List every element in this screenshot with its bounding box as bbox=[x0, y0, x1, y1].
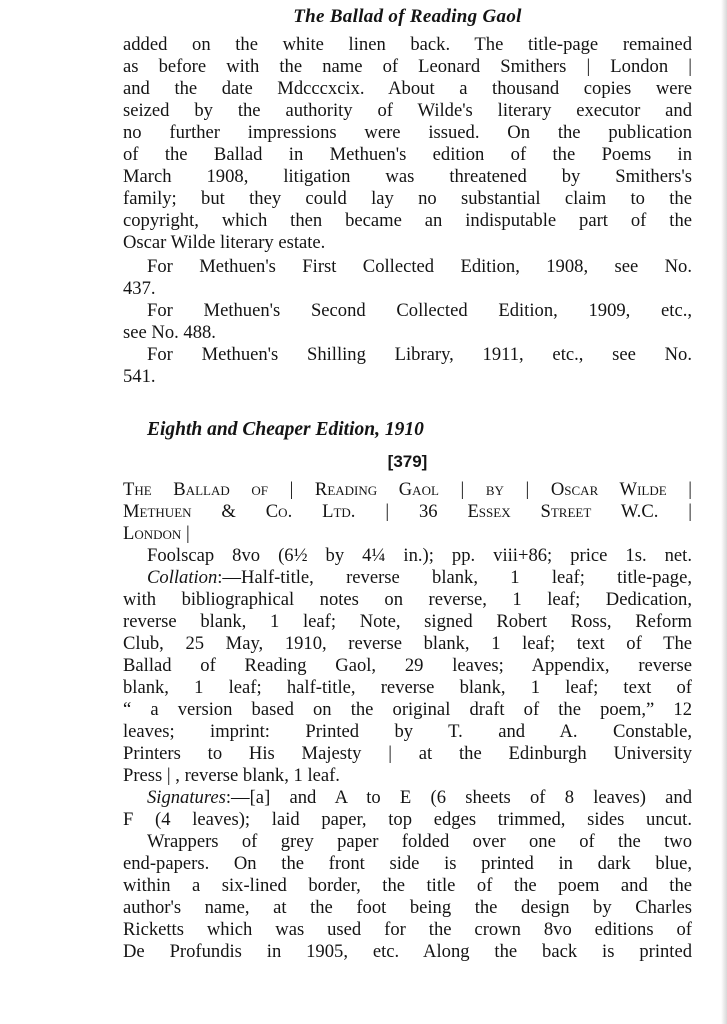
title-transcription-line: Methuen & Co. Ltd. | 36 Essex Street W.C. | bbox=[123, 501, 692, 522]
text-line: copyright, which then became an indisputable part of the bbox=[123, 210, 692, 231]
wrappers-line: De Profundis in 1905, etc. Along the back is printed bbox=[123, 941, 692, 962]
collation-line: blank, 1 leaf; half-title, reverse blank, 1 leaf; text of bbox=[123, 677, 692, 698]
reference-line: see No. 488. bbox=[123, 322, 216, 343]
collation-line: Press | , reverse blank, 1 leaf. bbox=[123, 765, 340, 786]
collation-line: with bibliographical notes on reverse, 1 leaf; Dedication, bbox=[123, 589, 692, 610]
text-line: and the date Mdcccxcix. About a thousand copies were bbox=[123, 78, 692, 99]
wrappers-line: author's name, at the foot being the design by Charles bbox=[123, 897, 692, 918]
running-head: The Ballad of Reading Gaol bbox=[293, 6, 522, 27]
text-line: Oscar Wilde literary estate. bbox=[123, 232, 326, 253]
reference-line: For Methuen's Second Collected Edition, 1909, etc., bbox=[147, 300, 692, 321]
text-line: as before with the name of Leonard Smithers | London | bbox=[123, 56, 692, 77]
text-line: family; but they could lay no substantial claim to the bbox=[123, 188, 692, 209]
text-line: seized by the authority of Wilde's literary executor and bbox=[123, 100, 692, 121]
section-title: Eighth and Cheaper Edition, 1910 bbox=[147, 419, 424, 440]
collation-line: Printers to His Majesty | at the Edinburgh University bbox=[123, 743, 692, 764]
signatures-label: Signatures bbox=[147, 787, 226, 808]
signatures-line bbox=[123, 787, 692, 809]
collation-line: Club, 25 May, 1910, reverse blank, 1 leaf; text of The bbox=[123, 633, 692, 654]
title-transcription-line: The Ballad of | Reading Gaol | by | Oscar Wilde | bbox=[123, 479, 692, 500]
collation-line bbox=[123, 567, 692, 589]
cross-references bbox=[123, 256, 692, 388]
signatures-line: F (4 leaves); laid paper, top edges trimmed, sides uncut. bbox=[123, 809, 692, 830]
collation-line: leaves; imprint: Printed by T. and A. Constable, bbox=[123, 721, 692, 742]
reference-line: For Methuen's First Collected Edition, 1908, see No. bbox=[147, 256, 692, 277]
wrappers-line: end-papers. On the front side is printed in dark blue, bbox=[123, 853, 692, 874]
collation-label: Collation bbox=[147, 567, 218, 588]
reference-line: For Methuen's Shilling Library, 1911, etc., see No. bbox=[147, 344, 692, 365]
collation-line: reverse blank, 1 leaf; Note, signed Robert Ross, Reform bbox=[123, 611, 692, 632]
collation-line: Ballad of Reading Gaol, 29 leaves; Appendix, reverse bbox=[123, 655, 692, 676]
reference-line: 541. bbox=[123, 366, 156, 387]
wrappers-line: within a six-lined border, the title of the poem and the bbox=[123, 875, 692, 896]
format-line: Foolscap 8vo (6½ by 4¼ in.); pp. viii+86; price 1s. net. bbox=[147, 545, 692, 566]
text-line: March 1908, litigation was threatened by Smithers's bbox=[123, 166, 692, 187]
page-edge-shadow bbox=[721, 0, 727, 1024]
text-line: added on the white linen back. The title-page remained bbox=[123, 34, 692, 55]
paragraph-publication-history bbox=[123, 34, 692, 254]
wrappers-line: Wrappers of grey paper folded over one of the two bbox=[147, 831, 692, 852]
text-line: of the Ballad in Methuen's edition of the Poems in bbox=[123, 144, 692, 165]
collation-text: :—Half-title, reverse blank, 1 leaf; title-page, bbox=[217, 567, 692, 588]
signatures-text: :—[a] and A to E (6 sheets of 8 leaves) and bbox=[225, 787, 692, 808]
title-transcription-line: London | bbox=[123, 523, 190, 544]
wrappers-line: Ricketts which was used for the crown 8vo editions of bbox=[123, 919, 692, 940]
bibliographic-entry bbox=[123, 479, 692, 963]
collation-line: “ a version based on the original draft of the poem,” 12 bbox=[123, 699, 692, 720]
reference-line: 437. bbox=[123, 278, 156, 299]
text-line: no further impressions were issued. On the publication bbox=[123, 122, 692, 143]
entry-number: [379] bbox=[387, 452, 428, 471]
